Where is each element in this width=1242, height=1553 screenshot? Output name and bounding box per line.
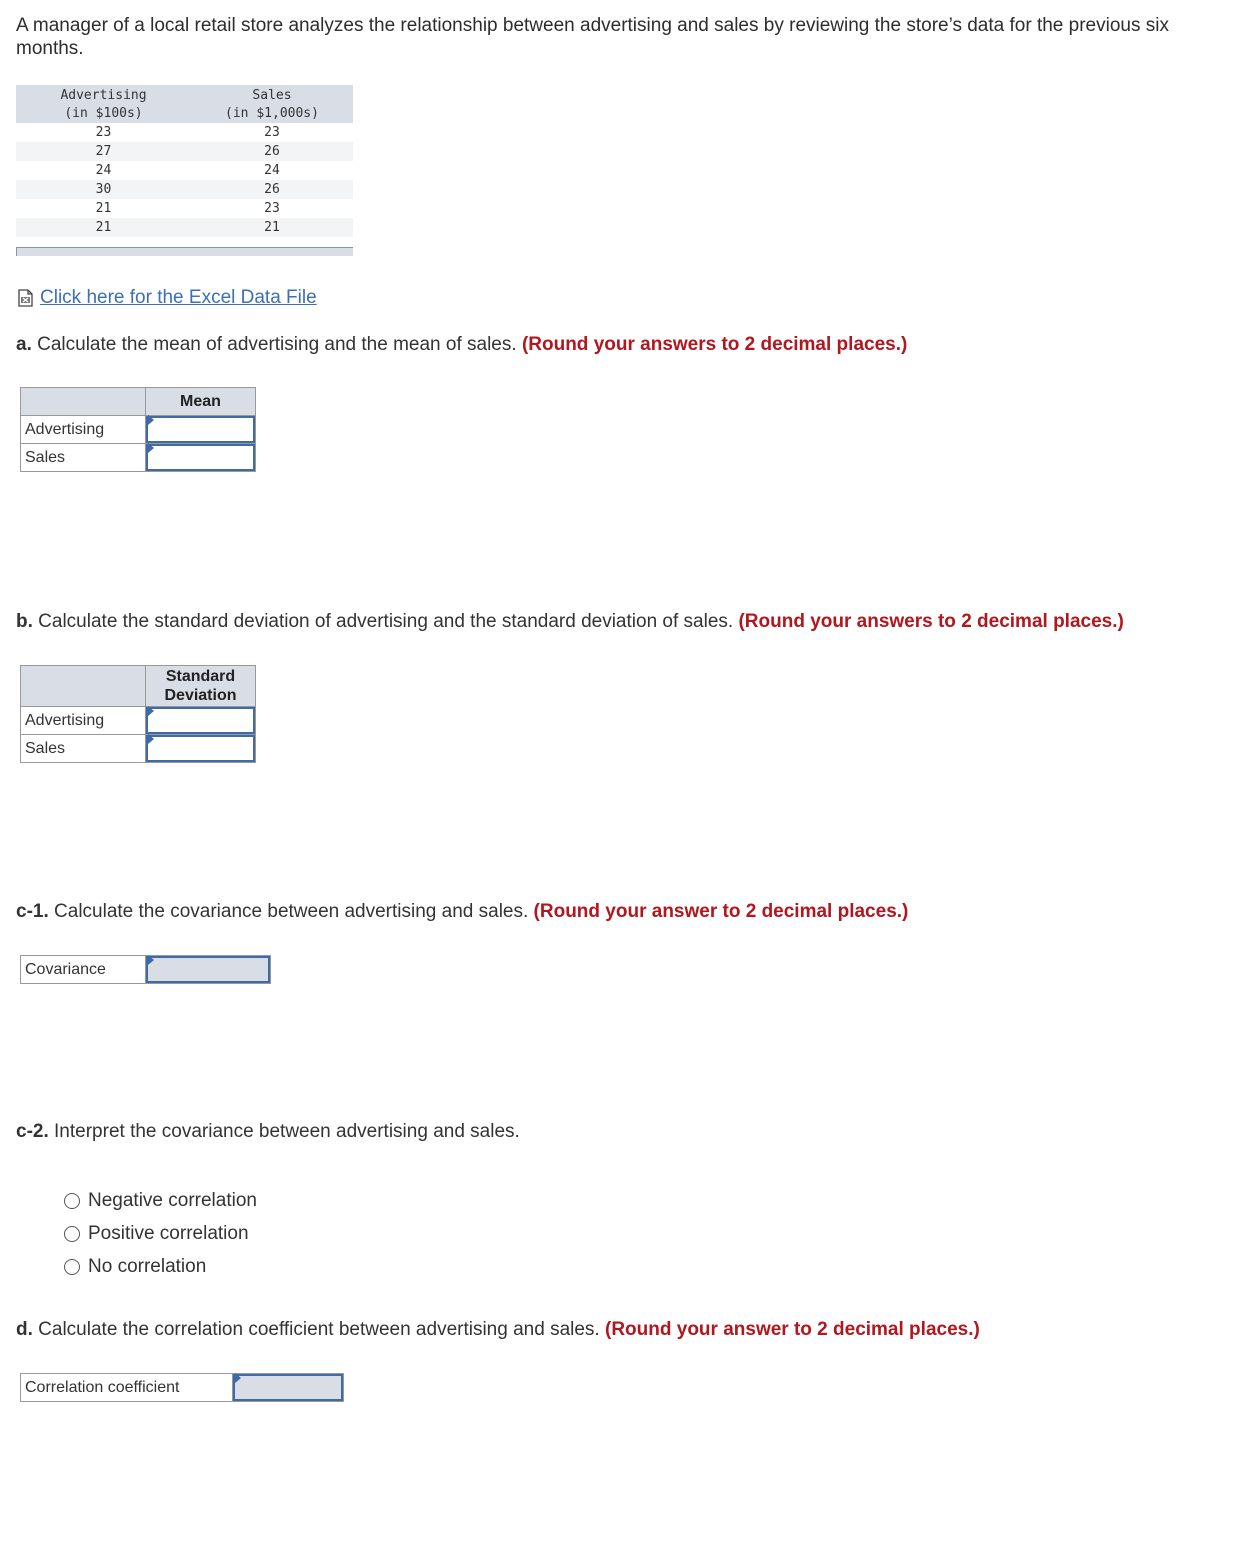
correlation-table [20,1373,344,1402]
table-row: 21 21 [16,218,353,237]
advertising-mean-input[interactable] [146,416,255,443]
row-label-correlation: Correlation coefficient [21,1374,233,1402]
std-dev-table [20,665,256,763]
row-label-sales: Sales [21,444,146,472]
row-label-advertising: Advertising [21,707,146,735]
header-advertising: Advertising (in $100s) [60,88,147,121]
interpretation-options [64,1184,257,1283]
radio-button[interactable] [64,1226,80,1242]
option-positive-correlation[interactable]: Positive correlation [64,1217,257,1250]
data-table-header [16,85,353,123]
sales-std-dev-input[interactable] [146,735,255,762]
option-no-correlation[interactable]: No correlation [64,1250,257,1283]
mean-header: Mean [146,388,256,416]
covariance-input[interactable] [146,956,270,983]
data-table [16,85,353,256]
row-label-sales: Sales [21,735,146,763]
excel-file-icon [16,288,36,308]
table-row: 23 23 [95,125,280,140]
table-row: 24 24 [95,163,280,178]
input-marker-icon [148,443,154,453]
table-row: 30 26 [16,180,353,199]
row-label-advertising: Advertising [21,416,146,444]
problem-intro: A manager of a local retail store analyzes the relationship between advertising and sales by reviewing the store’s data for the previous six months. [16,15,1169,59]
option-negative-correlation[interactable]: Negative correlation [64,1184,257,1217]
input-marker-icon [235,1373,241,1383]
question-a: a. Calculate the mean of advertising and the mean of sales. (Round your answers to 2 decimal places.) [16,334,908,355]
sales-mean-input[interactable] [146,444,255,471]
input-marker-icon [148,706,154,716]
question-d: d. Calculate the correlation coefficient between advertising and sales. (Round your answer to 2 decimal places.) [16,1319,980,1340]
advertising-std-dev-input[interactable] [146,707,255,734]
question-c2: c-2. Interpret the covariance between advertising and sales. [16,1121,520,1142]
std-dev-header: Standard Deviation [146,666,256,707]
input-marker-icon [148,734,154,744]
table-footer-bar [16,247,353,256]
correlation-input[interactable] [233,1374,343,1401]
table-row: 21 23 [95,201,280,216]
row-label-covariance: Covariance [21,956,146,984]
mean-table [20,387,256,472]
radio-button[interactable] [64,1259,80,1275]
header-sales: Sales (in $1,000s) [225,88,319,121]
radio-button[interactable] [64,1193,80,1209]
question-b: b. Calculate the standard deviation of advertising and the standard deviation of sales. (Round your answers to 2 decimal places.) [16,611,1124,632]
question-c1: c-1. Calculate the covariance between advertising and sales. (Round your answer to 2 decimal places.) [16,901,909,922]
covariance-table [20,955,271,984]
input-marker-icon [148,415,154,425]
excel-data-link[interactable]: Click here for the Excel Data File [16,287,317,309]
input-marker-icon [148,955,154,965]
table-row: 27 26 [16,142,353,161]
